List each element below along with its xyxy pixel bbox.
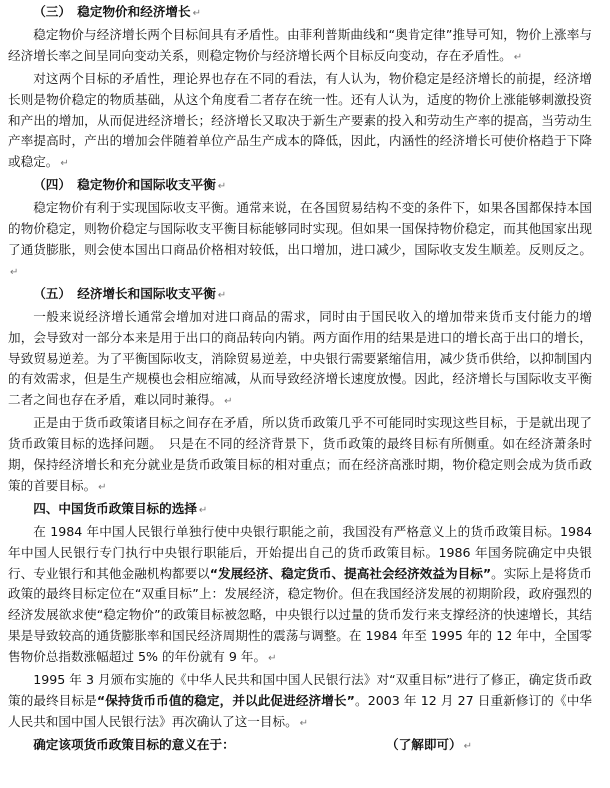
emphasis-text: “发展经济、稳定货币、提高社会经济效益为目标” <box>209 565 492 581</box>
closing-text: 确定该项货币政策目标的意义在于： <box>33 736 235 752</box>
paragraph-mark-icon: ↵ <box>198 504 208 516</box>
paragraph-text: 在 1984 年中国人民银行单独行使中央银行职能之前，我国没有严格意义上的货币政策目标。1984 年中国人民银行专门执行中央银行职能后，开始提出自己的货币政策目标。1986 年国务院确定中央银行、专业银行和其他金融机构都要以 <box>8 523 592 581</box>
body-paragraph <box>8 522 592 670</box>
paragraph-mark-icon: ↵ <box>463 740 472 752</box>
paragraph-mark-icon: ↵ <box>268 653 277 665</box>
paragraph-text: 一般来说经济增长通常会增加对进口商品的需求，同时由于国民收入的增加带来货币支付能力的增加，会导致对一部分本来是用于出口的商品转向内销。两方面作用的结果是进口的增长高于出口的增长，导致贸易逆差。为了平衡国际收支，消除贸易逆差，中央银行需要紧缩信用，减少货币供给，以抑制国内的有效需求，但是生产规模也会相应缩减，从而导致经济增长速度放慢。因此，经济增长与国际收支平衡二者之间也存在矛盾，难以同时兼得。 <box>8 308 592 408</box>
closing-line <box>8 735 592 758</box>
body-paragraph <box>8 670 592 735</box>
paragraph-mark-icon: ↵ <box>60 158 69 170</box>
section-heading: （四） 稳定物价和国际收支平衡 ↵ <box>33 177 227 193</box>
document-page <box>8 0 592 758</box>
paragraph-mark-icon: ↵ <box>217 181 227 193</box>
section-heading: （五） 经济增长和国际收支平衡 ↵ <box>33 285 227 301</box>
section-heading: （三） 稳定物价和经济增长 ↵ <box>33 4 201 19</box>
emphasis-text: “保持货币币值的稳定，并以此促进经济增长” <box>96 693 355 708</box>
body-paragraph <box>8 198 592 284</box>
paragraph-text: 正是由于货币政策诸目标之间存在矛盾，所以货币政策几乎不可能同时实现这些目标，于是就出现了货币政策目标的选择问题。 只是在不同的经济背景下，货币政策的最终目标有所侧重。如在经济萧条时期，保持经济增长和充分就业是货币政策目标的相对重点；而在经济高涨时期，物价稳定则会成为货币政策的首要目标。 <box>8 415 592 493</box>
body-paragraph <box>8 307 592 414</box>
body-paragraph <box>8 69 592 176</box>
paragraph-text: 。实际上是将货币政策的最终目标定位在“双重目标”上：发展经济，稳定物价。但在我国经济发展的初期阶段，政府强烈的经济发展欲求使“稳定物价”的政策目标被忽略，中央银行以过量的货币发行来支撑经济的快速增长，其结果是导致较高的通货膨胀率和国民经济周期性的震荡与调整。在 1984 年至 1995 年的 12 年中，全国零售物价总指数涨幅超过 5% 的年份就有 9 年。 <box>8 565 592 665</box>
paragraph-mark-icon: ↵ <box>224 396 233 408</box>
paragraph-mark-icon: ↵ <box>10 266 19 278</box>
paragraph-text: 1995 年 3 月颁布实施的《中华人民共和国中国人民银行法》对“双重目标”进行了修正，确定货币政策的最终目标是 <box>8 672 592 708</box>
body-paragraph <box>8 413 592 499</box>
closing-note: （了解即可） ↵ <box>386 736 472 752</box>
paragraph-mark-icon: ↵ <box>299 717 309 729</box>
paragraph-text: 稳定物价与经济增长两个目标间具有矛盾性。由菲利普斯曲线和“奥肯定律”推导可知，物价上涨率与经济增长率之间呈同向变动关系，则稳定物价与经济增长两个目标反向变动，存在矛盾性。 <box>8 26 592 63</box>
paragraph-text: 对这两个目标的矛盾性，理论界也存在不同的看法，有人认为，物价稳定是经济增长的前提，经济增长则是物价稳定的物质基础，从这个角度看二者存在统一性。还有人认为，适度的物价上涨能够刺激投资和产出的增加，从而促进经济增长；经济增长又取决于新生产要素的投入和劳动生产率的提高，当劳动生产率提高时，产出的增加会伴随着单位产品生产成本的降低，因此，内涵性的经济增长可使价格趋于下降或稳定。 <box>8 70 592 170</box>
section-heading: 四、中国货币政策目标的选择 ↵ <box>33 500 208 516</box>
paragraph-text: 稳定物价有利于实现国际收支平衡。通常来说，在各国贸易结构不变的条件下，如果各国都保持本国的物价稳定，则物价稳定与国际收支平衡目标能够同时实现。但如果一国保持物价稳定，而其他国家出现了通货膨胀，则会使本国出口商品价格相对较低，出口增加，进口减少，国际收支发生顺差。反则反之。 <box>8 200 592 257</box>
paragraph-mark-icon: ↵ <box>192 8 201 19</box>
paragraph-mark-icon: ↵ <box>98 481 107 493</box>
paragraph-mark-icon: ↵ <box>217 289 227 301</box>
paragraph-mark-icon: ↵ <box>513 51 523 63</box>
paragraph-text: 。2003 年 12 月 27 日重新修订的《中华人民共和国中国人民银行法》再次确认了这一目标。 <box>8 693 592 729</box>
body-paragraph <box>8 25 592 69</box>
